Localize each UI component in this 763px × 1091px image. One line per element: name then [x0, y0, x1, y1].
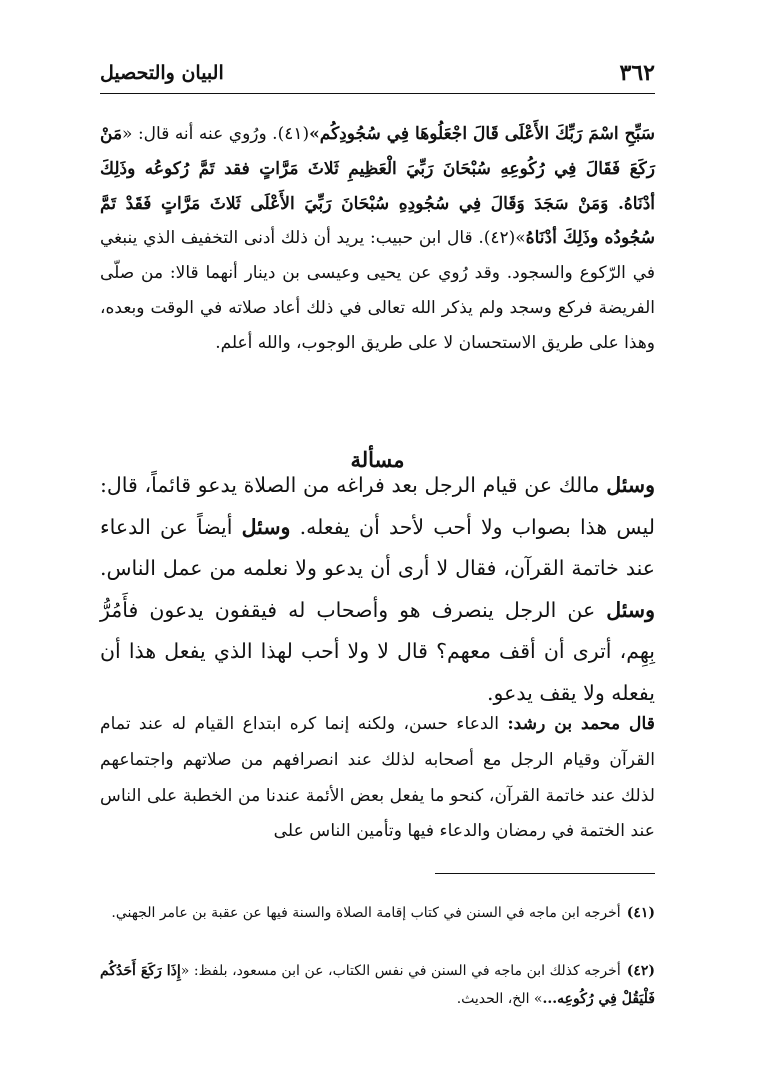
question-text: [100, 465, 655, 715]
quote-close: »: [515, 228, 526, 249]
commentary-text: . قال ابن حبيب: يريد أن ذلك أدنى التخفيف الذي ينبغي في الرّكوع والسجود. وقد رُوي عن يحيى وعيسى بن دينار أنهما قالا: من صلّى الفريضة فركع وسجد ولم يذكر الله تعالى في ذلك أعاد صلاته في الوقت وبعده، وهذا على طريق الاستحسان لا على طريق الوجوب، والله أعلم.: [100, 228, 655, 353]
footnote-tail: » الخ، الحديث.: [456, 991, 543, 1007]
commentary-body: [100, 707, 655, 850]
question-paragraph: [100, 465, 655, 715]
narration-intro: . ورُوي عنه أنه قال: «: [122, 124, 278, 144]
verse-quote: سَبِّحِ اسْمَ رَبِّكَ الأَعْلَى قَالَ اجْعَلُوهَا فِي سُجُودِكُم»: [309, 124, 655, 144]
footnote-text: أخرجه ابن ماجه في السنن في كتاب إقامة الصلاة والسنة فيها عن عقبة بن عامر الجهني.: [111, 905, 621, 921]
footnote-quote: إِذَا رَكَعَ أَحَدُكُم فَلْيَقُلْ فِي رُكُوعِه...: [100, 963, 655, 1007]
hadith-text: [100, 117, 655, 361]
question-keyword-1: وسئل: [606, 473, 655, 497]
header-rule: [100, 93, 655, 94]
question-text-1: مالك عن قيام الرجل بعد فراغه من الصلاة يدعو قائماً، قال: ليس هذا بصواب ولا أحب لأحد أن يفعله.: [100, 473, 655, 539]
footnote-text: أخرجه كذلك ابن ماجه في السنن في نفس الكتاب، عن ابن مسعود، بلفظ: «: [180, 963, 621, 979]
hadith-paragraph: [100, 117, 655, 361]
commentary-lead: قال محمد بن رشد:: [507, 714, 655, 734]
footnote-number: (٤١): [626, 905, 655, 921]
question-keyword-3: وسئل: [606, 597, 655, 622]
commentary-text-body: الدعاء حسن، ولكنه إنما كره ابتداع القيام له عند تمام القرآن وقيام الرجل مع أصحابه لذلك عند انصرافهم من صلاتهم واجتماعهم لذلك عند خاتمة القرآن، كنحو ما يفعل بعض الأئمة عندنا من الخطبة على الناس عند الختمة في رمضان والدعاء فيها وتأمين الناس على: [100, 714, 655, 842]
footnote-41: [100, 899, 655, 927]
question-text-3: عن الرجل ينصرف هو وأصحاب له فيقفون يدعون فأَمُرُّ بِهِم، أترى أن أقف معهم؟ قال لا ولا أحب لهذا الذي يفعل هذا أن يفعله ولا يقف يدعو.: [100, 597, 655, 705]
question-keyword-2: وسئل: [241, 514, 291, 539]
commentary-paragraph: [100, 707, 655, 850]
question-text-2: أيضاً عن الدعاء عند خاتمة القرآن، فقال لا أرى أن يدعو ولا نعلمه من عمل الناس.: [100, 514, 655, 581]
page-header: [100, 58, 655, 94]
section-heading: مسألة: [350, 447, 405, 472]
footnote-ref-41: (٤١): [277, 124, 310, 144]
footnote-42: [100, 957, 655, 1013]
page-number: ٣٦٢: [619, 60, 655, 86]
footnote-ref-42: (٤٢): [483, 228, 516, 249]
footnote-number: (٤٢): [626, 963, 656, 979]
running-title: البيان والتحصيل: [100, 62, 224, 84]
hadith-quote: مَنْ رَكَعَ فَقَالَ فِي رُكُوعِهِ سُبْحَانَ رَبِّيَ الْعَظِيمِ ثَلاثَ مَرَّاتٍ فقد تَمَّ رُكوعُه وذَلِكَ أدْنَاهُ. وَمَنْ سَجَدَ وَقَالَ فِي سُجُودِهِ سُبْحَانَ رَبِّيَ الأَعْلَى ثَلاثَ مَرَّاتٍ فَقَدْ تَمَّ سُجُودُه وذَلِكَ أدْنَاهُ: [100, 124, 655, 249]
footnote-separator: [435, 873, 655, 874]
